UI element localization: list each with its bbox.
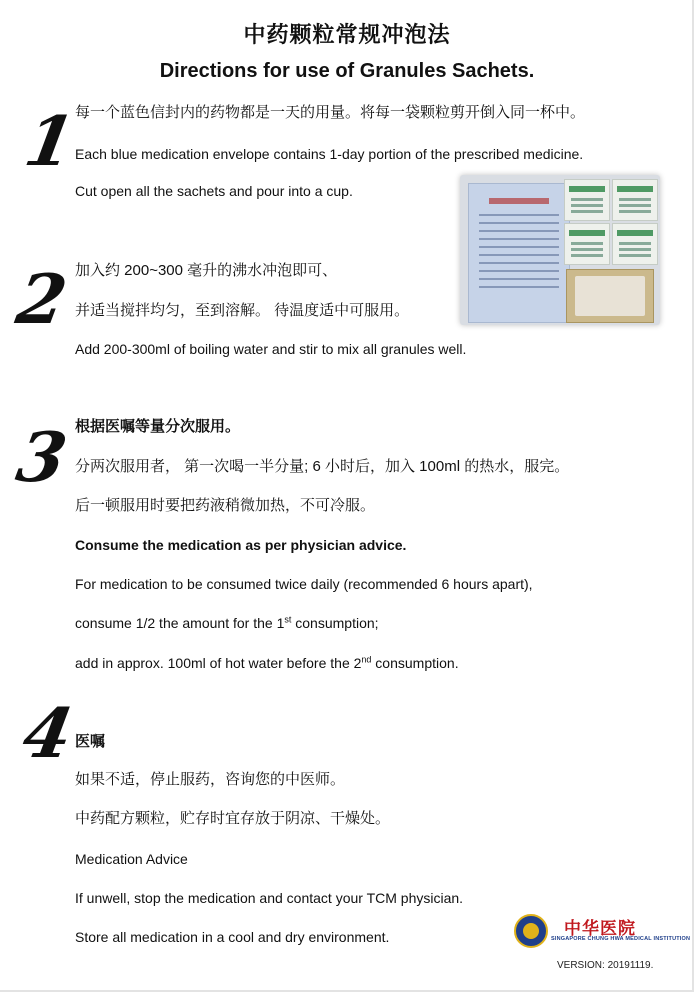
step-4-line-cn-1: 如果不适，停止服药，咨询您的中医师。 [75, 771, 346, 788]
step-4-heading-en: Medication Advice [75, 851, 188, 867]
page-title-english: Directions for use of Granules Sachets. [159, 60, 535, 82]
step-1-number: 1 [18, 102, 81, 182]
hospital-logo [512, 912, 691, 952]
blue-envelope-image [468, 183, 570, 323]
step-2-line-cn-2: 并适当搅拌均匀，至到溶解。 待温度适中可服用。 [75, 302, 410, 319]
sachet-image [564, 179, 610, 221]
step-1-line-en-2: Cut open all the sachets and pour into a cup. [75, 183, 353, 199]
logo-chinese-name: 中华医院 [564, 919, 636, 939]
gold-sachet-image [566, 269, 654, 323]
version-label: VERSION: 20191119. [557, 960, 654, 971]
sachet-image [564, 223, 610, 265]
step-3-line-en-2: consume 1/2 the amount for the 1st consumption; [75, 614, 379, 631]
step-2-line-cn-1: 加入约 200~300 毫升的沸水冲泡即可、 [75, 262, 338, 279]
sachet-image [612, 223, 658, 265]
step-1-line-en-1: Each blue medication envelope contains 1-day portion of the prescribed medicine. [75, 146, 584, 162]
step-4-line-en-1: If unwell, stop the medication and contact your TCM physician. [75, 890, 464, 906]
step-3-number: 3 [10, 418, 73, 498]
step-4-line-en-2: Store all medication in a cool and dry environment. [75, 929, 390, 945]
emblem-icon [514, 914, 548, 948]
page-title-chinese: 中药颗粒常规冲泡法 [243, 22, 451, 47]
step-2-number: 2 [10, 260, 73, 340]
step-3-line-en-1: For medication to be consumed twice daily (recommended 6 hours apart), [75, 576, 533, 592]
step-3-line-cn-2: 后一顿服用时要把药液稍微加热，不可冷服。 [75, 497, 376, 514]
step-4-heading-cn: 医嘱 [75, 733, 106, 750]
step-3-line-cn-1: 分两次服用者， 第一次喝一半分量; 6 小时后，加入 100ml 的热水，服完。 [75, 458, 570, 475]
step-3-heading-cn: 根据医嘱等量分次服用。 [75, 418, 241, 435]
step-1-line-cn: 每一个蓝色信封内的药物都是一天的用量。将每一袋颗粒剪开倒入同一杯中。 [75, 104, 586, 121]
medication-envelope-photo [460, 175, 660, 325]
step-3-heading-en: Consume the medication as per physician advice. [75, 537, 407, 553]
sachet-image [612, 179, 658, 221]
step-3-line-en-3: add in approx. 100ml of hot water before the 2nd consumption. [75, 654, 459, 671]
logo-english-name: SINGAPORE CHUNG HWA MEDICAL INSTITUTION [551, 936, 691, 942]
step-4-line-cn-2: 中药配方颗粒，贮存时宜存放于阴凉、干燥处。 [75, 810, 391, 827]
step-4-number: 4 [16, 694, 79, 774]
step-2-line-en: Add 200-300ml of boiling water and stir to mix all granules well. [75, 341, 467, 357]
